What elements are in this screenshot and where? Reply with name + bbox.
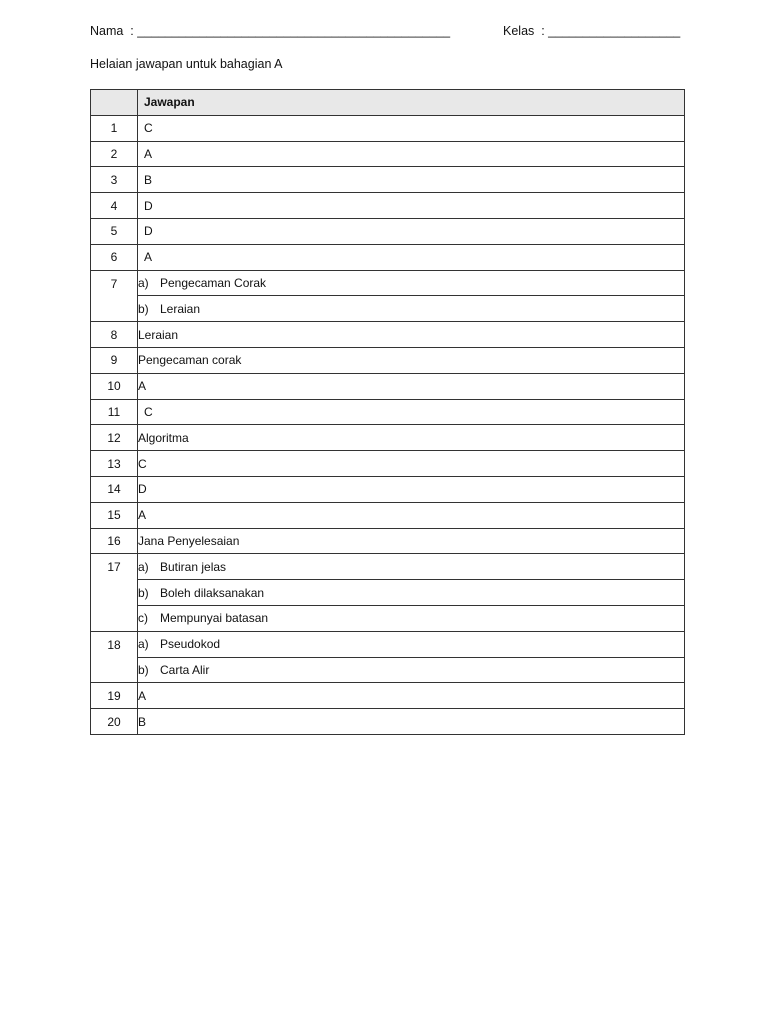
table-row <box>91 141 685 167</box>
answer-cell: D <box>138 193 685 219</box>
sub-answer-cell <box>138 580 685 606</box>
nama-blank: _____________________________________________ <box>137 24 451 38</box>
sub-answer-cell <box>138 554 685 580</box>
table-header-row <box>91 90 685 116</box>
sub-answer-cell <box>138 631 685 657</box>
question-number: 11 <box>91 399 138 425</box>
question-number: 20 <box>91 709 138 735</box>
table-row <box>91 580 685 606</box>
sub-answer-text: Leraian <box>160 301 201 316</box>
question-number: 3 <box>91 167 138 193</box>
sub-answer-letter: b) <box>138 662 149 677</box>
sub-answer-text: Butiran jelas <box>160 559 227 574</box>
table-row <box>91 451 685 477</box>
student-info-line <box>90 24 690 42</box>
answer-cell: Pengecaman corak <box>138 347 685 373</box>
table-row <box>91 425 685 451</box>
sub-answer-cell <box>138 605 685 631</box>
table-row <box>91 476 685 502</box>
question-number: 15 <box>91 502 138 528</box>
question-number: 12 <box>91 425 138 451</box>
table-row <box>91 709 685 735</box>
question-number: 13 <box>91 451 138 477</box>
answer-cell: D <box>138 218 685 244</box>
question-number: 5 <box>91 218 138 244</box>
page-subtitle: Helaian jawapan untuk bahagian A <box>90 57 283 71</box>
sub-answer-letter: b) <box>138 585 149 600</box>
table-row <box>91 528 685 554</box>
answer-cell: Algoritma <box>138 425 685 451</box>
question-number: 7 <box>91 270 138 322</box>
table-row <box>91 218 685 244</box>
sub-answer-letter: b) <box>138 301 149 316</box>
question-number: 19 <box>91 683 138 709</box>
answer-cell: D <box>138 476 685 502</box>
table-row <box>91 347 685 373</box>
answer-cell: B <box>138 167 685 193</box>
sub-answer-cell <box>138 296 685 322</box>
sub-answer-text: Boleh dilaksanakan <box>160 585 265 600</box>
answer-table-body <box>91 115 685 734</box>
sub-answer-letter: a) <box>138 275 149 290</box>
answer-cell: A <box>138 141 685 167</box>
answer-cell: Leraian <box>138 322 685 348</box>
number-column-header <box>91 90 138 116</box>
sub-answer-text: Carta Alir <box>160 662 210 677</box>
answer-cell: B <box>138 709 685 735</box>
sub-answer-text: Pengecaman Corak <box>160 275 267 290</box>
sub-answer-text: Mempunyai batasan <box>160 611 269 626</box>
table-row <box>91 683 685 709</box>
sub-answer-cell <box>138 657 685 683</box>
kelas-blank: ___________________ <box>548 24 681 38</box>
question-number: 6 <box>91 244 138 270</box>
sub-answer-letter: c) <box>138 611 148 626</box>
table-row <box>91 554 685 580</box>
answer-cell: A <box>138 244 685 270</box>
question-number: 10 <box>91 373 138 399</box>
answer-column-header: Jawapan <box>138 90 685 116</box>
sub-answer-text: Pseudokod <box>160 637 221 652</box>
answer-table <box>90 89 685 735</box>
table-row <box>91 657 685 683</box>
question-number: 2 <box>91 141 138 167</box>
nama-field[interactable] <box>90 24 450 38</box>
table-row <box>91 244 685 270</box>
answer-cell: C <box>138 451 685 477</box>
table-row <box>91 193 685 219</box>
answer-cell: Jana Penyelesaian <box>138 528 685 554</box>
table-row <box>91 399 685 425</box>
table-row <box>91 605 685 631</box>
answer-cell: A <box>138 683 685 709</box>
sub-answer-letter: a) <box>138 559 149 574</box>
sub-answer-cell <box>138 270 685 296</box>
sub-answer-letter: a) <box>138 637 149 652</box>
table-row <box>91 296 685 322</box>
question-number: 8 <box>91 322 138 348</box>
table-row <box>91 115 685 141</box>
table-row <box>91 322 685 348</box>
kelas-field[interactable] <box>503 24 680 38</box>
question-number: 18 <box>91 631 138 683</box>
question-number: 9 <box>91 347 138 373</box>
nama-label: Nama : <box>90 24 134 38</box>
answer-cell: C <box>138 399 685 425</box>
answer-cell: A <box>138 502 685 528</box>
answer-cell: A <box>138 373 685 399</box>
question-number: 17 <box>91 554 138 631</box>
table-row <box>91 270 685 296</box>
question-number: 14 <box>91 476 138 502</box>
question-number: 1 <box>91 115 138 141</box>
table-row <box>91 167 685 193</box>
table-row <box>91 373 685 399</box>
table-row <box>91 631 685 657</box>
table-row <box>91 502 685 528</box>
question-number: 16 <box>91 528 138 554</box>
question-number: 4 <box>91 193 138 219</box>
answer-cell: C <box>138 115 685 141</box>
kelas-label: Kelas : <box>503 24 545 38</box>
